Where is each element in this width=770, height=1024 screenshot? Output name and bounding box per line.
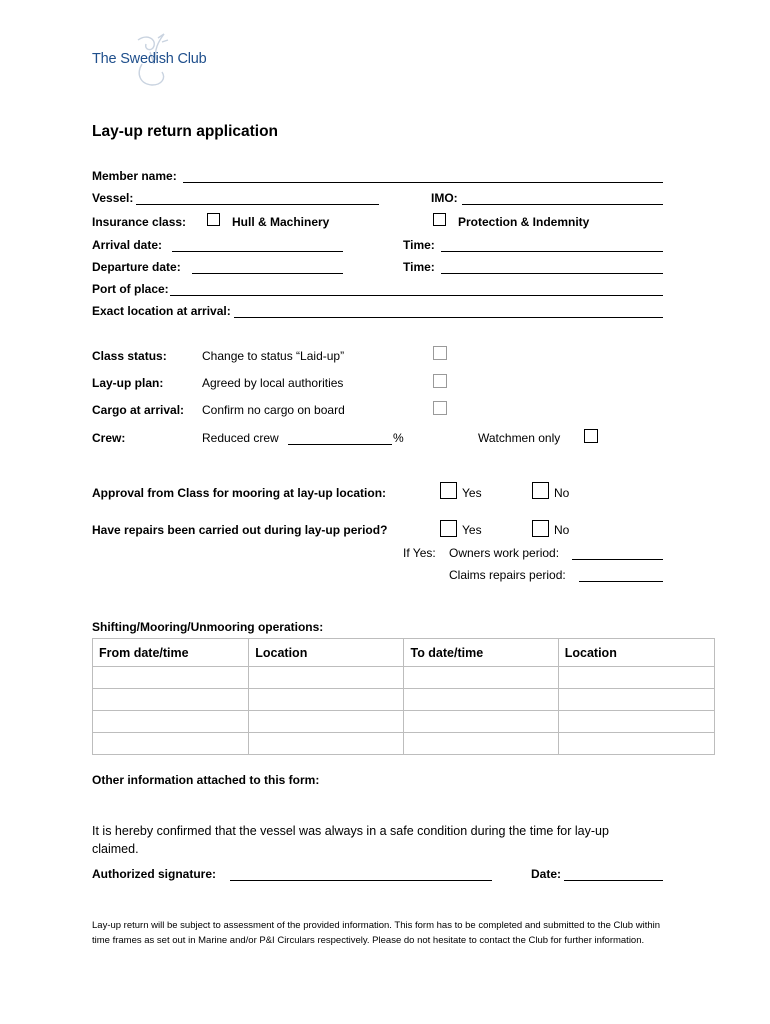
exact-location-field[interactable] — [234, 317, 663, 318]
crew-percent-sign: % — [393, 431, 404, 445]
table-cell[interactable] — [558, 689, 714, 711]
hull-machinery-label: Hull & Machinery — [232, 215, 330, 229]
operations-heading: Shifting/Mooring/Unmooring operations: — [92, 620, 324, 634]
member-name-label: Member name: — [92, 169, 177, 183]
departure-time-label: Time: — [403, 260, 435, 274]
imo-field[interactable] — [462, 204, 663, 205]
other-info-label: Other information attached to this form: — [92, 773, 320, 787]
column-header: To date/time — [404, 639, 558, 667]
member-name-field[interactable] — [183, 182, 663, 183]
club-logo — [92, 30, 212, 90]
departure-date-label: Departure date: — [92, 260, 181, 274]
port-of-place-field[interactable] — [170, 295, 663, 296]
approval-no-label: No — [554, 486, 570, 500]
authorized-signature-label: Authorized signature: — [92, 867, 217, 881]
page-title: Lay-up return application — [92, 123, 279, 140]
cargo-value: Confirm no cargo on board — [202, 403, 345, 417]
table-cell[interactable] — [249, 733, 404, 755]
if-yes-label: If Yes: — [403, 546, 436, 560]
repairs-question: Have repairs been carried out during lay-up period? — [92, 523, 388, 537]
table-cell[interactable] — [93, 689, 249, 711]
crew-value: Reduced crew — [202, 431, 279, 445]
column-header: Location — [558, 639, 714, 667]
repairs-yes-label: Yes — [462, 523, 482, 537]
repairs-no-label: No — [554, 523, 570, 537]
imo-label: IMO: — [431, 191, 458, 205]
table-cell[interactable] — [558, 711, 714, 733]
footer-note: Lay-up return will be subject to assessment of the provided information. This form has to be completed and submitted to the Club within time frames as set out in Marine and/or P&I Circulars respectively. Please do not hesitate to contact the Club for further information. — [92, 920, 661, 946]
hull-machinery-checkbox[interactable] — [207, 213, 220, 226]
claims-repairs-field[interactable] — [579, 581, 663, 582]
column-header: Location — [249, 639, 404, 667]
class-status-value: Change to status “Laid-up” — [202, 349, 345, 363]
signature-date-field[interactable] — [564, 880, 663, 881]
approval-yes-label: Yes — [462, 486, 482, 500]
arrival-time-label: Time: — [403, 238, 435, 252]
port-of-place-label: Port of place: — [92, 282, 169, 296]
table-cell[interactable] — [93, 667, 249, 689]
table-row — [93, 667, 715, 689]
repairs-no-checkbox[interactable] — [532, 520, 549, 537]
cargo-checkbox[interactable] — [433, 401, 447, 415]
column-header: From date/time — [93, 639, 249, 667]
table-cell[interactable] — [558, 733, 714, 755]
vessel-label: Vessel: — [92, 191, 134, 205]
table-cell[interactable] — [404, 689, 558, 711]
arrival-date-field[interactable] — [172, 251, 343, 252]
owners-work-label: Owners work period: — [449, 546, 560, 560]
departure-date-field[interactable] — [192, 273, 343, 274]
protection-indemnity-checkbox[interactable] — [433, 213, 446, 226]
approval-yes-checkbox[interactable] — [440, 482, 457, 499]
class-status-label: Class status: — [92, 349, 167, 363]
layup-plan-label: Lay-up plan: — [92, 376, 164, 390]
logo-text: The Swedish Club — [92, 51, 207, 67]
cargo-label: Cargo at arrival: — [92, 403, 185, 417]
table-header-row — [93, 639, 715, 667]
table-row — [93, 711, 715, 733]
watchmen-only-checkbox[interactable] — [584, 429, 598, 443]
crew-percent-field[interactable] — [288, 444, 392, 445]
table-row — [93, 689, 715, 711]
table-cell[interactable] — [404, 711, 558, 733]
approval-no-checkbox[interactable] — [532, 482, 549, 499]
class-status-checkbox[interactable] — [433, 346, 447, 360]
exact-location-label: Exact location at arrival: — [92, 304, 231, 318]
arrival-date-label: Arrival date: — [92, 238, 163, 252]
approval-question: Approval from Class for mooring at lay-up location: — [92, 486, 387, 500]
table-cell[interactable] — [249, 667, 404, 689]
repairs-yes-checkbox[interactable] — [440, 520, 457, 537]
table-row — [93, 733, 715, 755]
arrival-time-field[interactable] — [441, 251, 663, 252]
table-cell[interactable] — [93, 711, 249, 733]
table-cell[interactable] — [93, 733, 249, 755]
operations-table — [92, 638, 715, 755]
table-cell[interactable] — [404, 733, 558, 755]
watchmen-only-label: Watchmen only — [478, 431, 561, 445]
layup-plan-value: Agreed by local authorities — [202, 376, 344, 390]
table-cell[interactable] — [404, 667, 558, 689]
claims-repairs-label: Claims repairs period: — [449, 568, 566, 582]
signature-date-label: Date: — [531, 867, 562, 881]
authorized-signature-field[interactable] — [230, 880, 492, 881]
table-cell[interactable] — [558, 667, 714, 689]
crew-label: Crew: — [92, 431, 126, 445]
insurance-class-label: Insurance class: — [92, 215, 187, 229]
departure-time-field[interactable] — [441, 273, 663, 274]
table-cell[interactable] — [249, 711, 404, 733]
vessel-field[interactable] — [136, 204, 379, 205]
table-cell[interactable] — [249, 689, 404, 711]
confirmation-text: It is hereby confirmed that the vessel was always in a safe condition during the time for lay-up claimed. — [92, 824, 609, 856]
protection-indemnity-label: Protection & Indemnity — [458, 215, 590, 229]
layup-plan-checkbox[interactable] — [433, 374, 447, 388]
owners-work-field[interactable] — [572, 559, 663, 560]
